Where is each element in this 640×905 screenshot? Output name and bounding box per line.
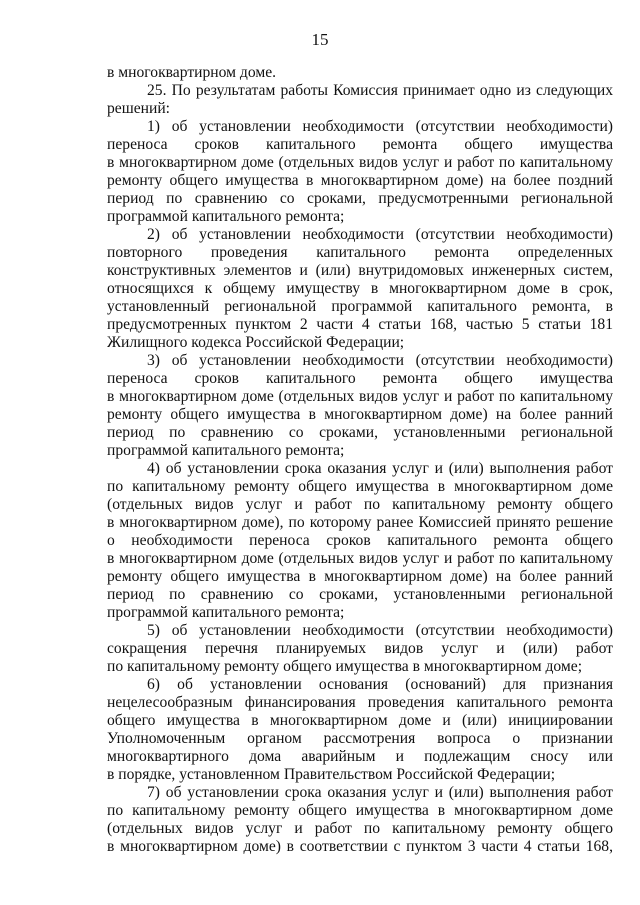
text-line: по капитальному ремонту общего имущества в многоквартирном доме <box>107 802 613 819</box>
text-line: программой капитального ремонта; <box>107 604 345 621</box>
text-line: Уполномоченным органом рассмотрения вопроса о признании <box>107 730 613 747</box>
page-number: 15 <box>311 30 329 49</box>
text-line: о необходимости переноса сроков капитального ремонта общего <box>107 532 613 549</box>
document-body <box>107 64 613 856</box>
text-line: в многоквартирном доме (отдельных видов услуг и работ по капитальному <box>107 154 613 171</box>
text-line: программой капитального ремонта; <box>107 442 345 459</box>
text-line: многоквартирного дома аварийным и подлежащим сносу или <box>107 748 613 765</box>
text-line: в многоквартирном доме (отдельных видов услуг и работ по капитальному <box>107 388 613 405</box>
text-line: 25. По результатам работы Комиссия принимает одно из следующих <box>147 82 613 99</box>
text-line: в многоквартирном доме), по которому ранее Комиссией принято решение <box>107 514 613 531</box>
text-line: переноса сроков капитального ремонта общего имущества <box>107 370 613 387</box>
text-line: переноса сроков капитального ремонта общего имущества <box>107 136 613 153</box>
text-line: в многоквартирном доме) в соответствии с пунктом 3 части 4 статьи 168, <box>107 838 613 855</box>
text-line: предусмотренных пунктом 2 части 4 статьи 168, частью 5 статьи 181 <box>107 316 613 333</box>
text-line: 5) об установлении необходимости (отсутствии необходимости) <box>147 622 613 639</box>
text-line: по капитальному ремонту общего имущества в многоквартирном доме <box>107 478 613 495</box>
text-line: в порядке, установленном Правительством Российской Федерации; <box>107 766 556 783</box>
text-line: ремонту общего имущества в многоквартирном доме) на более поздний <box>107 172 613 189</box>
text-line: период по сравнению со сроками, установленными региональной <box>107 424 613 441</box>
text-line: ремонту общего имущества в многоквартирном доме) на более ранний <box>107 406 613 423</box>
text-line: решений: <box>107 100 171 117</box>
text-line: Жилищного кодекса Российской Федерации; <box>107 334 405 351</box>
text-line: 6) об установлении основания (оснований) для признания <box>147 676 613 693</box>
text-line: установленный региональной программой капитального ремонта, в <box>107 298 613 315</box>
text-line: по капитальному ремонту общего имущества в многоквартирном доме; <box>107 658 583 675</box>
text-line: конструктивных элементов и (или) внутридомовых инженерных систем, <box>107 262 613 279</box>
text-line: повторного проведения капитального ремонта определенных <box>107 244 613 261</box>
text-line: сокращения перечня планируемых видов услуг и (или) работ <box>107 640 613 657</box>
text-line: период по сравнению со сроками, установленными региональной <box>107 586 613 603</box>
text-line: 4) об установлении срока оказания услуг и (или) выполнения работ <box>147 460 613 477</box>
text-line: (отдельных видов услуг и работ по капитальному ремонту общего <box>107 820 613 837</box>
text-line: (отдельных видов услуг и работ по капитальному ремонту общего <box>107 496 613 513</box>
text-line: 7) об установлении срока оказания услуг и (или) выполнения работ <box>147 784 613 801</box>
text-line: 3) об установлении необходимости (отсутствии необходимости) <box>147 352 613 369</box>
text-line: программой капитального ремонта; <box>107 208 345 225</box>
text-line: 1) об установлении необходимости (отсутствии необходимости) <box>147 118 613 135</box>
text-line: нецелесообразным финансирования проведения капитального ремонта <box>107 694 613 711</box>
text-line: ремонту общего имущества в многоквартирном доме) на более ранний <box>107 568 613 585</box>
text-line: в многоквартирном доме. <box>107 64 277 81</box>
text-line: период по сравнению со сроками, предусмотренными региональной <box>107 190 613 207</box>
text-line: общего имущества в многоквартирном доме и (или) инициировании <box>107 712 613 729</box>
text-line: относящихся к общему имуществу в многоквартирном доме в срок, <box>107 280 613 297</box>
text-line: в многоквартирном доме (отдельных видов услуг и работ по капитальному <box>107 550 613 567</box>
text-line: 2) об установлении необходимости (отсутствии необходимости) <box>147 226 613 243</box>
